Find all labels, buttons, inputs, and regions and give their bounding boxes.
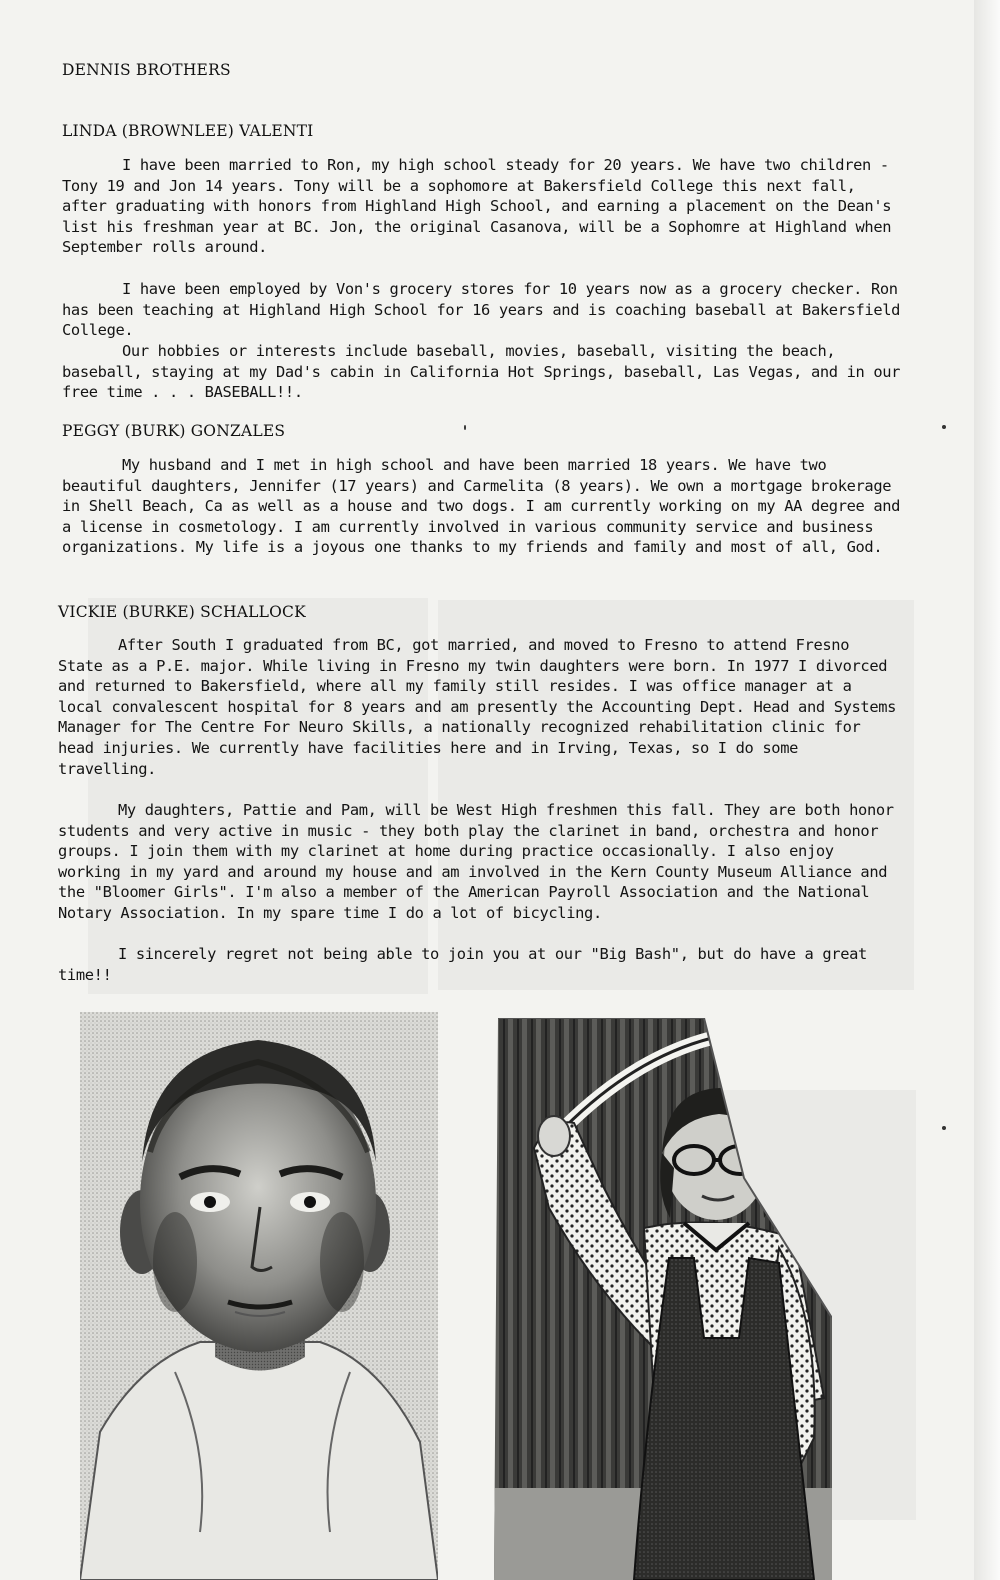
section-heading-peggy: PEGGY (BURK) GONZALES xyxy=(62,422,286,440)
section-heading-linda: LINDA (BROWNLEE) VALENTI xyxy=(62,122,314,140)
paper-speck xyxy=(942,1126,946,1130)
page-edge-shadow xyxy=(974,0,1000,1580)
vickie-paragraph-3: I sincerely regret not being able to join you at our "Big Bash", but do have a great time!! xyxy=(58,945,867,984)
portrait-photo-young-man xyxy=(80,1012,438,1580)
section-heading-vickie: VICKIE (BURKE) SCHALLOCK xyxy=(58,603,306,621)
linda-paragraph-1: I have been married to Ron, my high school steady for 20 years. We have two children - Tony 19 and Jon 14 years. Tony will be a sophomore at Bakersfield College this next fall, after graduating with honors from Highland High School, and earning a placement on the Dean's list his freshman year at BC. Jon, the original Casanova, will be a Sophomre at Highland when September rolls around. xyxy=(62,156,892,257)
vickie-paragraph-2: My daughters, Pattie and Pam, will be West High freshmen this fall. They are both honor students and very active in music - they both play the clarinet in band, orchestra and honor groups. I join them with my clarinet at home during practice occasionally. I also enjoy working in my yard and around my house and am involved in the Kern County Museum Alliance and the "Bloomer Girls". I'm also a member of the American Payroll Association and the National Notary Association. In my spare time I do a lot of bicycling. xyxy=(58,801,894,922)
page-title: DENNIS BROTHERS xyxy=(62,61,231,79)
linda-paragraph-3: Our hobbies or interests include baseball, movies, baseball, visiting the beach, baseball, staying at my Dad's cabin in California Hot Springs, baseball, Las Vegas, and in our free time . . . BASEBALL!!. xyxy=(62,342,901,402)
linda-paragraph-2: I have been employed by Von's grocery stores for 10 years now as a grocery checker. Ron has been teaching at Highland High School for 16 years and is coaching baseball at Bakersfield College. xyxy=(62,280,901,340)
vickie-paragraph-1: After South I graduated from BC, got married, and moved to Fresno to attend Fresno State as a P.E. major. While living in Fresno my twin daughters were born. In 1977 I divorced and returned to Bakersfield, where all my family still resides. I was office manager at a local convalescent hospital for 8 years and am presently the Accounting Dept. Head and Systems Manager for The Centre For Neuro Skills, a nationally recognized rehabilitation clinic for head injuries. We currently have facilities here and in Irving, Texas, so I do some travelling. xyxy=(58,636,897,778)
paper-speck xyxy=(942,425,946,429)
paper-speck xyxy=(464,425,466,430)
peggy-paragraph-1: My husband and I met in high school and have been married 18 years. We have two beautiful daughters, Jennifer (17 years) and Carmelita (8 years). We own a mortgage brokerage in Shell Beach, Ca as well as a house and two dogs. I am currently working on my AA degree and a license in cosmetology. I am currently involved in various community service and business organizations. My life is a joyous one thanks to my friends and family and most of all, God. xyxy=(62,456,901,557)
photo-woman-raised-arm xyxy=(494,1018,832,1580)
